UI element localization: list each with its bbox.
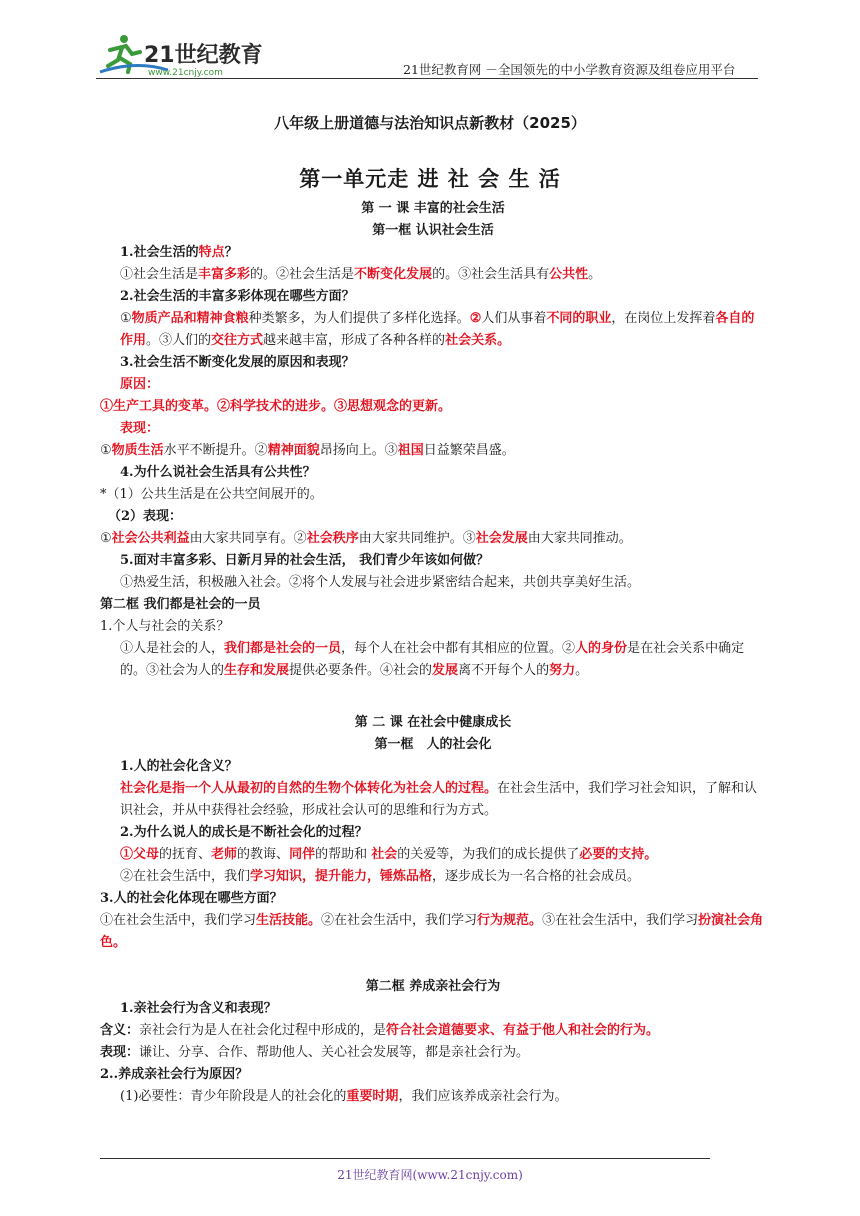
svg-text:www.21cnjy.com: www.21cnjy.com	[148, 68, 223, 78]
footer-divider	[100, 1158, 710, 1159]
answer: ①物质产品和精神食粮种类繁多，为人们提供了多样化选择。②人们从事着不同的职业，在岗位上发挥着各自的作用。③人们的交往方式越来越丰富，形成了各种各样的社会关系。	[120, 311, 755, 348]
question: 3.社会生活不断变化发展的原因和表现？	[120, 355, 355, 370]
cause-label: 原因：	[120, 377, 160, 392]
question: 1.社会生活的特点？	[120, 245, 238, 260]
question: 3.人的社会化体现在哪些方面？	[100, 891, 283, 906]
answer: ①热爱生活，积极融入社会。②将个人发展与社会进步紧密结合起来，共创共享美好生活。	[120, 575, 641, 590]
answer: 社会化是指一个人从最初的自然的生物个体转化为社会人的过程。在社会生活中，我们学习社会知识，了解和认识社会，并从中获得社会经验，形成社会认可的思维和行为方式。	[120, 781, 758, 818]
svg-text:21世纪教育: 21世纪教育	[144, 43, 263, 68]
answer: 表现：谦让、分享、合作、帮助他人、关心社会发展等，都是亲社会行为。	[100, 1045, 530, 1060]
question: 5.面对丰富多彩、日新月异的社会生活， 我们青少年该如何做？	[120, 553, 490, 568]
question: 2..养成亲社会行为原因？	[100, 1067, 249, 1082]
answer: ①在社会生活中，我们学习生活技能。②在社会生活中，我们学习行为规范。③在社会生活中，我们学习扮演社会角色。	[100, 913, 764, 950]
answer: (1)必要性：青少年阶段是人的社会化的重要时期，我们应该养成亲社会行为。	[120, 1089, 568, 1104]
site-logo	[96, 30, 266, 80]
question: 1.个人与社会的关系？	[100, 619, 230, 634]
lesson-title: 第 二 课 在社会中健康成长	[354, 715, 512, 730]
answer: ①社会公共利益由大家共同享有。②社会秩序由大家共同维护。③社会发展由大家共同推动。	[100, 531, 632, 546]
answer-label: （2）表现：	[108, 509, 183, 524]
answer: *（1）公共生活是在公共空间展开的。	[100, 487, 323, 502]
answer: 含义：亲社会行为是人在社会化过程中形成的，是符合社会道德要求、有益于他人和社会的行为。	[100, 1023, 660, 1038]
answer: ①物质生活水平不断提升。②精神面貌昂扬向上。③祖国日益繁荣昌盛。	[100, 443, 515, 458]
document-title: 八年级上册道德与法治知识点新教材（2025）	[274, 114, 586, 132]
question: 1.亲社会行为含义和表现？	[120, 1001, 277, 1016]
question: 2.为什么说人的成长是不断社会化的过程？	[120, 825, 368, 840]
header-divider	[96, 78, 758, 79]
question: 1.人的社会化含义？	[120, 759, 238, 774]
answer: ①生产工具的变革。②科学技术的进步。③思想观念的更新。	[100, 399, 452, 414]
answer: ①人是社会的人，我们都是社会的一员，每个人在社会中都有其相应的位置。②人的身份是在社会关系中确定的。③社会为人的生存和发展提供必要条件。④社会的发展离不开每个人的努力。	[120, 641, 745, 678]
footer-text: 21世纪教育网(www.21cnjy.com)	[337, 1168, 523, 1182]
header-tagline: 21世纪教育网 －全国领先的中小学教育资源及组卷应用平台	[403, 62, 736, 77]
answer: ①社会生活是丰富多彩的。②社会生活是不断变化发展的。③社会生活具有公共性。	[120, 267, 602, 282]
answer: ②在社会生活中，我们学习知识，提升能力，锤炼品格，逐步成长为一名合格的社会成员。	[120, 869, 641, 884]
frame-title: 第一框 人的社会化	[374, 737, 492, 752]
question: 2.社会生活的丰富多彩体现在哪些方面？	[120, 289, 355, 304]
answer: ①父母的抚育、老师的教诲、同伴的帮助和 社会的关爱等，为我们的成长提供了必要的支持。	[120, 847, 658, 862]
unit-title: 第一单元走 进 社 会 生 活	[299, 166, 561, 191]
frame-title: 第二框 我们都是社会的一员	[100, 597, 261, 612]
lesson-title: 第 一 课 丰富的社会生活	[361, 201, 505, 216]
document-body	[100, 198, 766, 1108]
question: 4.为什么说社会生活具有公共性？	[120, 465, 316, 480]
frame-title: 第二框 养成亲社会行为	[365, 979, 501, 994]
performance-label: 表现：	[120, 421, 160, 436]
frame-title: 第一框 认识社会生活	[372, 223, 494, 238]
